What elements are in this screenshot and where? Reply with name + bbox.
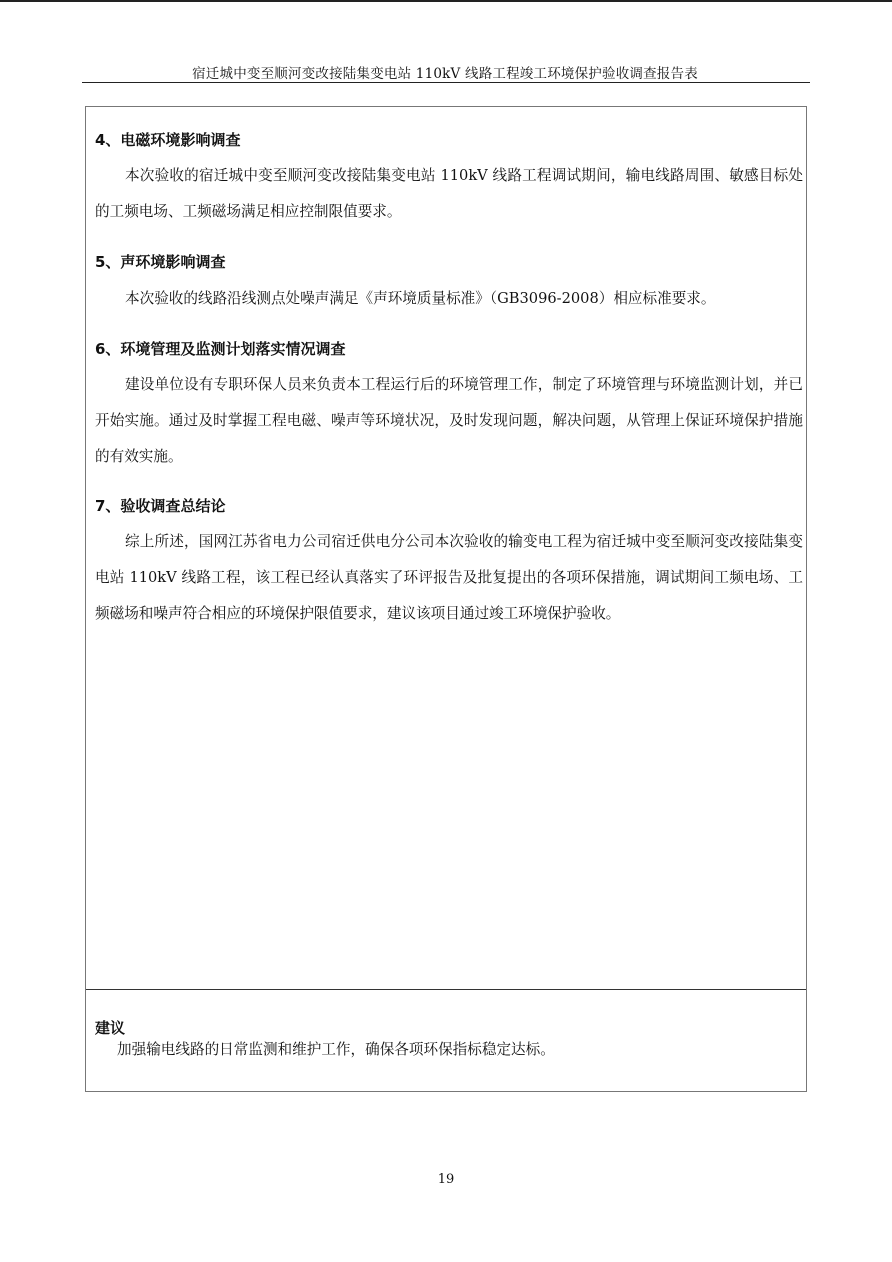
section-heading-6: 6、环境管理及监测计划落实情况调查 (95, 340, 346, 358)
suggestion-heading: 建议 (95, 1019, 126, 1037)
header-rule (82, 82, 810, 83)
report-table (85, 106, 807, 1092)
section-text-5: 本次验收的线路沿线测点处噪声满足《声环境质量标准》（GB3096-2008）相应标准要求。 (125, 290, 716, 307)
section-text-6: 建设单位设有专职环保人员来负责本工程运行后的环境管理工作，制定了环境管理与环境监测计划，并已开始实施。通过及时掌握工程电磁、噪声等环境状况，及时发现问题，解决问题，从管理上保证环境保护措施的有效实施。 (95, 376, 803, 465)
suggestion-text: 加强输电线路的日常监测和维护工作，确保各项环保指标稳定达标。 (117, 1041, 555, 1058)
section-heading-4: 4、电磁环境影响调查 (95, 131, 241, 149)
findings-cell (86, 107, 806, 990)
section-text-7: 综上所述，国网江苏省电力公司宿迁供电分公司本次验收的输变电工程为宿迁城中变至顺河变改接陆集变电站 110kV 线路工程，该工程已经认真落实了环评报告及批复提出的各项环保措施，调试期间工频电场、工频磁场和噪声符合相应的环境保护限值要求，建议该项目通过竣工环境保护验收。 (95, 533, 803, 622)
page-header: 宿迁城中变至顺河变改接陆集变电站 110kV 线路工程竣工环境保护验收调查报告表 (192, 66, 698, 82)
section-heading-5: 5、声环境影响调查 (95, 253, 226, 271)
section-text-4: 本次验收的宿迁城中变至顺河变改接陆集变电站 110kV 线路工程调试期间，输电线路周围、敏感目标处的工频电场、工频磁场满足相应控制限值要求。 (95, 167, 803, 220)
section-heading-7: 7、验收调查总结论 (95, 497, 226, 515)
page-number: 19 (437, 1172, 455, 1187)
top-border-line (0, 0, 892, 2)
